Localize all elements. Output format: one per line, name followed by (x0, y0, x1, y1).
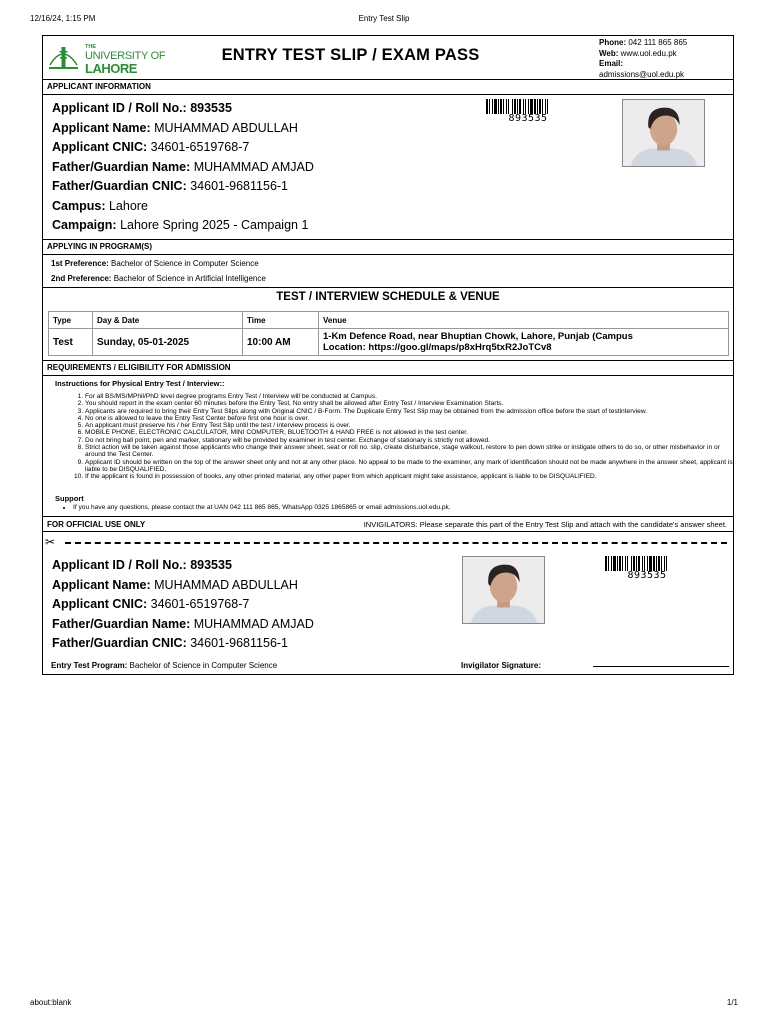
stub-id-row (52, 558, 232, 572)
barcode-bars (486, 99, 570, 114)
first-preference (51, 259, 259, 268)
campus-value: Lahore (108, 199, 148, 213)
stub-program (51, 661, 277, 670)
invigilator-note: INVIGILATORS: Please separate this part of the Entry Test Slip and attach with the candidate's answer sheet. (363, 520, 727, 529)
schedule-time: 10:00 AM (243, 329, 319, 356)
second-preference-label: 2nd Preference: (51, 274, 112, 283)
schedule-type: Test (49, 329, 93, 356)
stub-cnic-value: 34601-6519768-7 (150, 597, 250, 611)
stub-father-cnic-value: 34601-9681156-1 (190, 636, 289, 650)
instruction-item: 2. You should report in the exam center 60 minutes before the Entry Test. No entry shall be allowed after Entry Test / Interview Examination Starts. (85, 400, 733, 407)
applicant-cnic-row (52, 140, 249, 154)
second-preference-value: Bachelor of Science in Artificial Intelligence (113, 274, 266, 283)
divider (43, 287, 733, 288)
applicant-cnic-label: Applicant CNIC: (52, 140, 148, 154)
divider (43, 360, 733, 361)
entry-test-slip (42, 35, 734, 675)
stub-father-label: Father/Guardian Name: (52, 617, 191, 631)
logo-lahore: LAHORE (85, 61, 137, 76)
cut-line (65, 542, 727, 544)
browser-print-header (30, 14, 738, 28)
applicant-name-row (52, 121, 298, 135)
column-header: Type (49, 312, 93, 329)
applicant-photo (622, 99, 705, 167)
instructions-title: Instructions for Physical Entry Test / Interview:: (55, 379, 225, 388)
venue-line: 1-Km Defence Road, near Bhuptian Chowk, Lahore, Punjab (Campus (323, 331, 633, 342)
schedule-title: TEST / INTERVIEW SCHEDULE & VENUE (276, 291, 500, 303)
applicant-id-value: 893535 (190, 101, 232, 115)
instructions-list (73, 393, 733, 481)
contact-block (599, 38, 687, 80)
column-header: Time (243, 312, 319, 329)
father-cnic-value: 34601-9681156-1 (190, 179, 289, 193)
instruction-item: 1. For all BS/MS/MPhil/PhD level degree programs Entry Test / Interview will be conducted at Campus. (85, 393, 733, 400)
instruction-item: 6. MOBILE PHONE, ELECTRONIC CALCULATOR, MINI COMPUTER, BLUETOOTH & HAND FREE is not allowed in the test center. (85, 429, 733, 436)
stub-father-value: MUHAMMAD AMJAD (193, 617, 314, 631)
stub-name-label: Applicant Name: (52, 578, 151, 592)
logo-the: THE (85, 44, 96, 50)
barcode (486, 99, 570, 123)
program-section-label: APPLYING IN PROGRAM(S) (47, 242, 153, 251)
instruction-item: 9. Applicant ID should be written on the top of the answer sheet only and not at any other place. No appeal to be made to the examiner, any mark of identification should not be made anywhere in the answer sheet, applicant is liable to be DISQUALIFIED. (85, 459, 733, 474)
stub-father-row (52, 617, 314, 631)
print-page-count: 1/1 (726, 998, 738, 1007)
stub-name-row (52, 578, 298, 592)
campus-row (52, 199, 148, 213)
support-list (63, 504, 451, 511)
column-header: Venue (319, 312, 729, 329)
web-value: www.uol.edu.pk (620, 48, 677, 58)
instruction-item: 7. Do not bring ball point, pen and marker, stationary will be provided by examiner in test center. Exchange of stationary is strictly not allowed. (85, 437, 733, 444)
campaign-value: Lahore Spring 2025 - Campaign 1 (120, 218, 309, 232)
stub-cnic-label: Applicant CNIC: (52, 597, 148, 611)
father-name-label: Father/Guardian Name: (52, 160, 191, 174)
divider (43, 94, 733, 95)
instruction-item: 4. No one is allowed to leave the Entry Test Center before first one hour is over. (85, 415, 733, 422)
page-title: ENTRY TEST SLIP / EXAM PASS (221, 46, 480, 64)
campaign-label: Campaign: (52, 218, 117, 232)
divider (43, 516, 733, 517)
divider (43, 254, 733, 255)
stub-father-cnic-label: Father/Guardian CNIC: (52, 636, 187, 650)
schedule-header-row (49, 312, 729, 329)
instruction-item: 8. Strict action will be taken against those applicants who change their answer sheet, seat or roll no. slip, create disturbance, stage walkout, restore to pen down strike or instigate others to do so, or other misbehavior in or around the Test Center. (85, 444, 733, 459)
instruction-item: 3. Applicants are required to bring their Entry Test Slips along with Original CNIC / B-Form. The Duplicate Entry Test Slip may be obtained from the admission office before the start of testinterview. (85, 408, 733, 415)
schedule-table (48, 311, 729, 356)
browser-print-footer (30, 998, 738, 1012)
signature-line (593, 666, 729, 667)
applicant-id-label: Applicant ID / Roll No.: (52, 101, 187, 115)
phone-value: 042 111 865 865 (628, 38, 688, 47)
email-label: Email: (599, 59, 624, 68)
divider (43, 239, 733, 240)
father-name-value: MUHAMMAD AMJAD (193, 160, 314, 174)
scissors-icon: ✂ (45, 535, 56, 549)
official-use-label: FOR OFFICIAL USE ONLY (47, 520, 146, 529)
first-preference-value: Bachelor of Science in Computer Science (111, 259, 259, 268)
stub-father-cnic-row (52, 636, 288, 650)
support-item: • If you have any questions, please contact the at UAN 042 111 865 865, WhatsApp 0325 1865865 or email admissions.uol.edu.pk. (73, 504, 451, 511)
support-title: Support (55, 494, 84, 503)
campaign-row (52, 218, 308, 232)
second-preference (51, 274, 266, 283)
applicant-cnic-value: 34601-6519768-7 (150, 140, 250, 154)
stub-applicant-photo (462, 556, 545, 624)
venue-location-link[interactable]: Location: https://goo.gl/maps/p8xHrq5txR2JoTCv8 (323, 342, 552, 353)
invigilator-signature-label: Invigilator Signature: (461, 661, 542, 670)
father-cnic-row (52, 179, 288, 193)
schedule-row (49, 329, 729, 356)
column-header: Day & Date (93, 312, 243, 329)
applicant-id-row (52, 101, 232, 115)
schedule-date: Sunday, 05-01-2025 (93, 329, 243, 356)
instruction-item: 5. An applicant must preserve his / her Entry Test Slip until the test / interview process is over. (85, 422, 733, 429)
father-cnic-label: Father/Guardian CNIC: (52, 179, 187, 193)
instruction-item: 10. If the applicant is found in possession of books, any other printed material, any other paper from which applicant might take assistance, applicant is liable to be DISQUALIFIED. (85, 473, 733, 480)
logo-university-of: UNIVERSITY OF (85, 50, 166, 62)
stub-program-value: Bachelor of Science in Computer Science (129, 661, 278, 670)
print-page-title: Entry Test Slip (358, 14, 410, 23)
divider (43, 531, 733, 532)
print-url: about:blank (30, 998, 72, 1007)
print-timestamp: 12/16/24, 1:15 PM (30, 14, 96, 23)
father-name-row (52, 160, 314, 174)
applicant-name-value: MUHAMMAD ABDULLAH (154, 121, 298, 135)
first-preference-label: 1st Preference: (51, 259, 109, 268)
stub-program-label: Entry Test Program: (51, 661, 128, 670)
stub-cnic-row (52, 597, 249, 611)
stub-id-value: 893535 (190, 558, 232, 572)
stub-barcode (605, 556, 689, 580)
barcode-bars (605, 556, 689, 571)
applicant-name-label: Applicant Name: (52, 121, 151, 135)
applicant-section-label: APPLICANT INFORMATION (47, 82, 151, 91)
email-value: admissions@uol.edu.pk (599, 69, 685, 79)
stub-name-value: MUHAMMAD ABDULLAH (154, 578, 298, 592)
divider (43, 375, 733, 376)
requirements-section-label: REQUIREMENTS / ELIGIBILITY FOR ADMISSION (47, 363, 231, 372)
schedule-venue (319, 329, 729, 356)
campus-label: Campus: (52, 199, 106, 213)
barcode-number: 893535 (508, 113, 548, 124)
divider (43, 79, 733, 80)
stub-id-label: Applicant ID / Roll No.: (52, 558, 187, 572)
phone-label: Phone: (599, 38, 627, 47)
barcode-number: 893535 (627, 570, 667, 581)
web-label: Web: (599, 48, 619, 58)
